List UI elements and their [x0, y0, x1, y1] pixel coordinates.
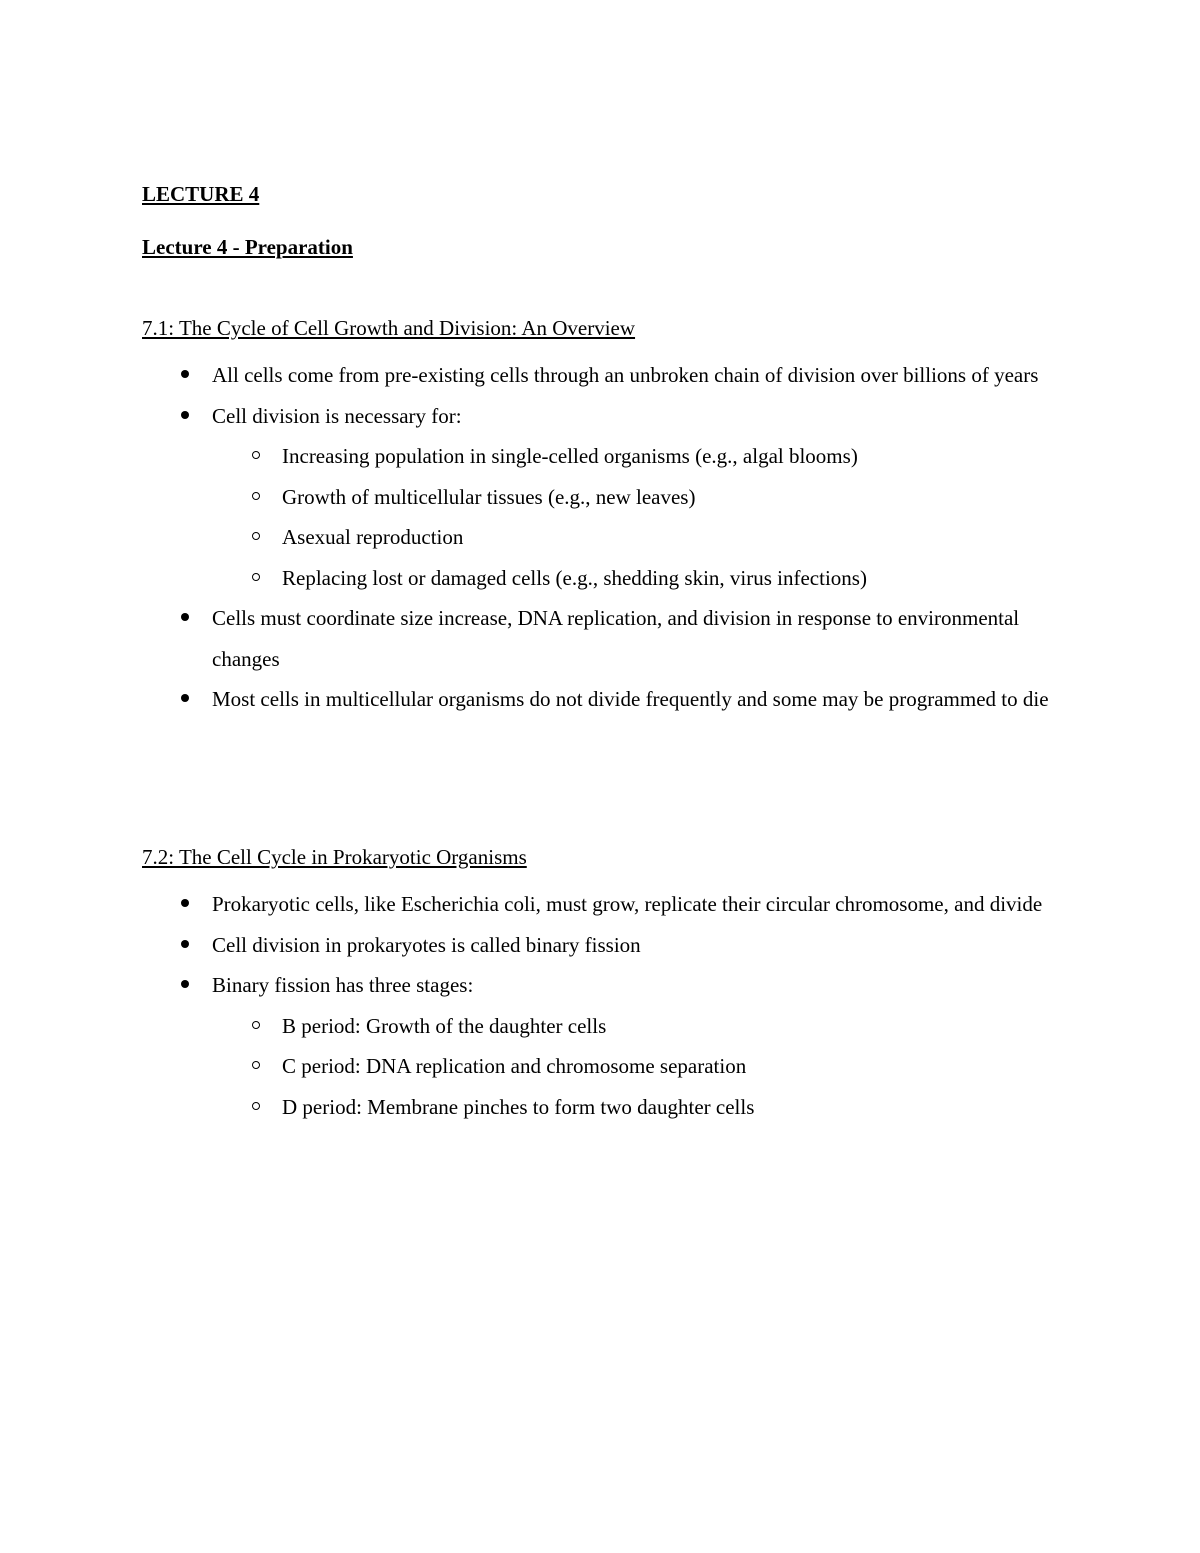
bullet-ring-icon: [252, 573, 260, 581]
list-item-text: All cells come from pre-existing cells through an unbroken chain of division over billions of years: [212, 363, 1039, 387]
list-item: [142, 884, 1072, 925]
list-item: [142, 598, 1072, 679]
bullet-list: [142, 355, 1072, 720]
bullet-dot-icon: [181, 940, 189, 948]
bullet-dot-icon: [181, 370, 189, 378]
sub-list-item: [212, 1006, 1072, 1047]
list-item-text: Most cells in multicellular organisms do not divide frequently and some may be programmed to die: [212, 687, 1049, 711]
section-7-2: [142, 843, 1072, 1127]
list-item: [142, 396, 1072, 599]
sub-bullet-list: [212, 436, 1072, 598]
sub-list-item-text: Growth of multicellular tissues (e.g., new leaves): [282, 484, 696, 509]
list-item-text: Cells must coordinate size increase, DNA replication, and division in response to environmental changes: [212, 606, 1020, 671]
sub-list-item: [212, 436, 1072, 477]
sub-list-item: [212, 477, 1072, 518]
list-item: [142, 679, 1072, 720]
list-item: [142, 355, 1072, 396]
bullet-ring-icon: [252, 532, 260, 540]
bullet-ring-icon: [252, 1102, 260, 1110]
list-item: [142, 965, 1072, 1127]
section-7-1: [142, 314, 1072, 720]
sub-list-item: [212, 1046, 1072, 1087]
list-item-text: Prokaryotic cells, like Escherichia coli, must grow, replicate their circular chromosome, and divide: [212, 892, 1043, 916]
list-item: [142, 925, 1072, 966]
bullet-ring-icon: [252, 451, 260, 459]
bullet-list: [142, 884, 1072, 1127]
list-item-text: Cell division in prokaryotes is called binary fission: [212, 932, 641, 957]
sub-list-item-text: Increasing population in single-celled organisms (e.g., algal blooms): [282, 444, 858, 468]
bullet-dot-icon: [181, 613, 189, 621]
bullet-dot-icon: [181, 899, 189, 907]
sub-list-item-text: Asexual reproduction: [282, 525, 464, 549]
sub-list-item-text: B period: Growth of the daughter cells: [282, 1013, 607, 1038]
document-subtitle: Lecture 4 - Preparation: [142, 235, 353, 259]
bullet-ring-icon: [252, 1061, 260, 1069]
sub-list-wrapper: [142, 436, 1072, 598]
document-title: LECTURE 4: [142, 182, 260, 206]
bullet-dot-icon: [181, 980, 189, 988]
sub-list-item: [212, 558, 1072, 599]
sub-list-item: [212, 1087, 1072, 1128]
bullet-dot-icon: [181, 411, 189, 419]
sub-list-item-text: C period: DNA replication and chromosome separation: [282, 1054, 747, 1078]
section-heading: 7.1: The Cycle of Cell Growth and Division: An Overview: [142, 316, 636, 340]
list-item-text: Cell division is necessary for:: [212, 403, 462, 428]
sub-list-item-text: Replacing lost or damaged cells (e.g., shedding skin, virus infections): [282, 565, 867, 590]
bullet-dot-icon: [181, 694, 189, 702]
bullet-ring-icon: [252, 492, 260, 500]
sub-list-wrapper: [142, 1006, 1072, 1128]
sub-bullet-list: [212, 1006, 1072, 1128]
section-heading: 7.2: The Cell Cycle in Prokaryotic Organisms: [142, 845, 527, 869]
sub-list-item-text: D period: Membrane pinches to form two daughter cells: [282, 1094, 755, 1119]
list-item-text: Binary fission has three stages:: [212, 973, 474, 997]
sub-list-item: [212, 517, 1072, 558]
bullet-ring-icon: [252, 1021, 260, 1029]
